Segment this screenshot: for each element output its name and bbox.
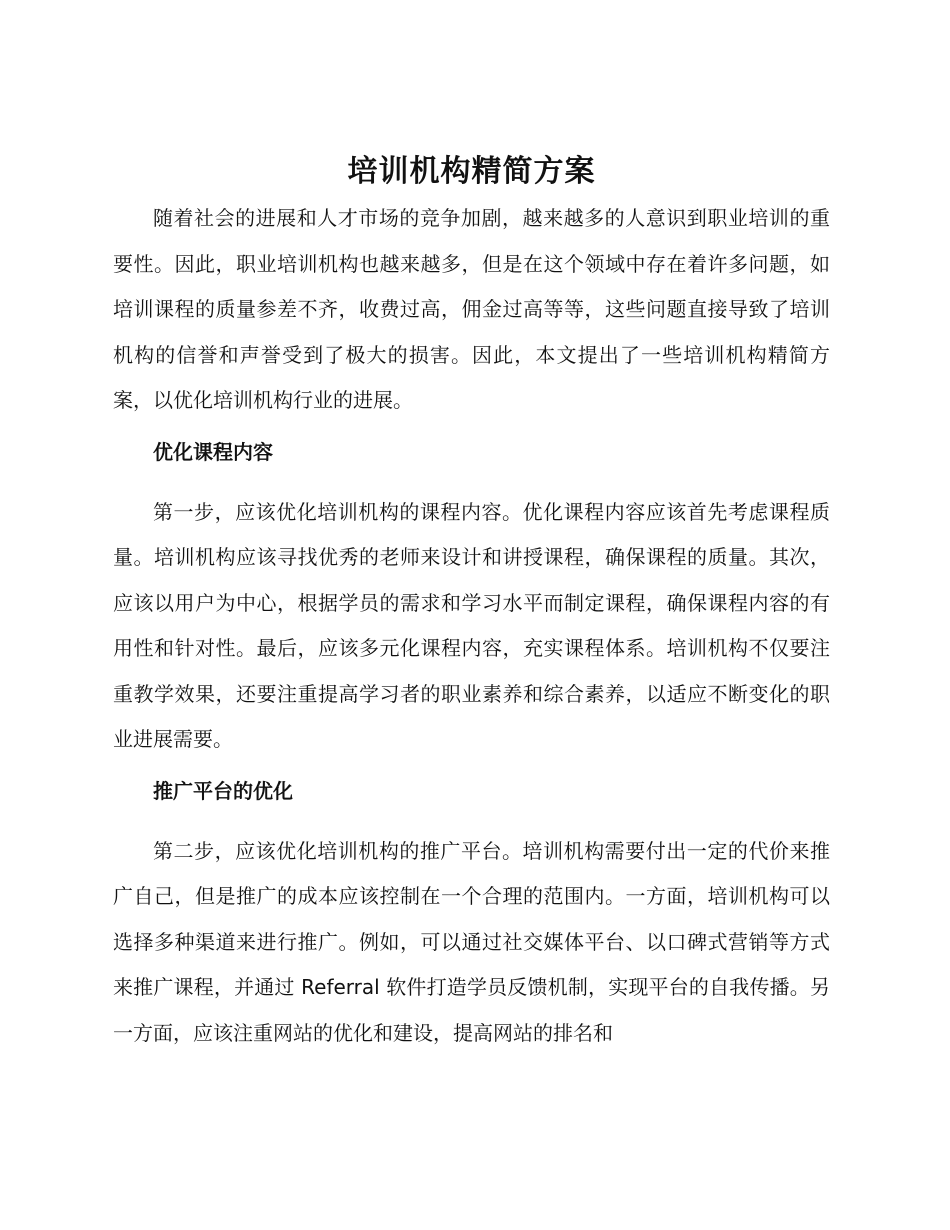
section-body-course-content: 第一步，应该优化培训机构的课程内容。优化课程内容应该首先考虑课程质量。培训机构应该寻找优秀的老师来设计和讲授课程，确保课程的质量。其次，应该以用户为中心，根据学员的需求和学习水平而制定课程，确保课程内容的有用性和针对性。最后，应该多元化课程内容，充实课程体系。培训机构不仅要注重教学效果，还要注重提高学习者的职业素养和综合素养，以适应不断变化的职业进展需要。 xyxy=(113,499,830,751)
section-heading-promotion-platform: 推广平台的优化 xyxy=(153,778,293,803)
section-body-promotion-platform: 第二步，应该优化培训机构的推广平台。培训机构需要付出一定的代价来推广自己，但是推广的成本应该控制在一个合理的范围内。一方面，培训机构可以选择多种渠道来进行推广。例如，可以通过社交媒体平台、以口碑式营销等方式来推广课程，并通过 Referral 软件打造学员反馈机制，实现平台的自我传播。另一方面，应该注重网站的优化和建设，提高网站的排名和 xyxy=(113,838,830,1045)
document-page xyxy=(113,150,830,1056)
document-title: 培训机构精简方案 xyxy=(347,154,596,189)
section-heading-course-content: 优化课程内容 xyxy=(153,439,273,464)
intro-paragraph: 随着社会的进展和人才市场的竞争加剧，越来越多的人意识到职业培训的重要性。因此，职业培训机构也越来越多，但是在这个领域中存在着许多问题，如培训课程的质量参差不齐，收费过高，佣金过高等等，这些问题直接导致了培训机构的信誉和声誉受到了极大的损害。因此，本文提出了一些培训机构精简方案，以优化培训机构行业的进展。 xyxy=(113,206,830,412)
